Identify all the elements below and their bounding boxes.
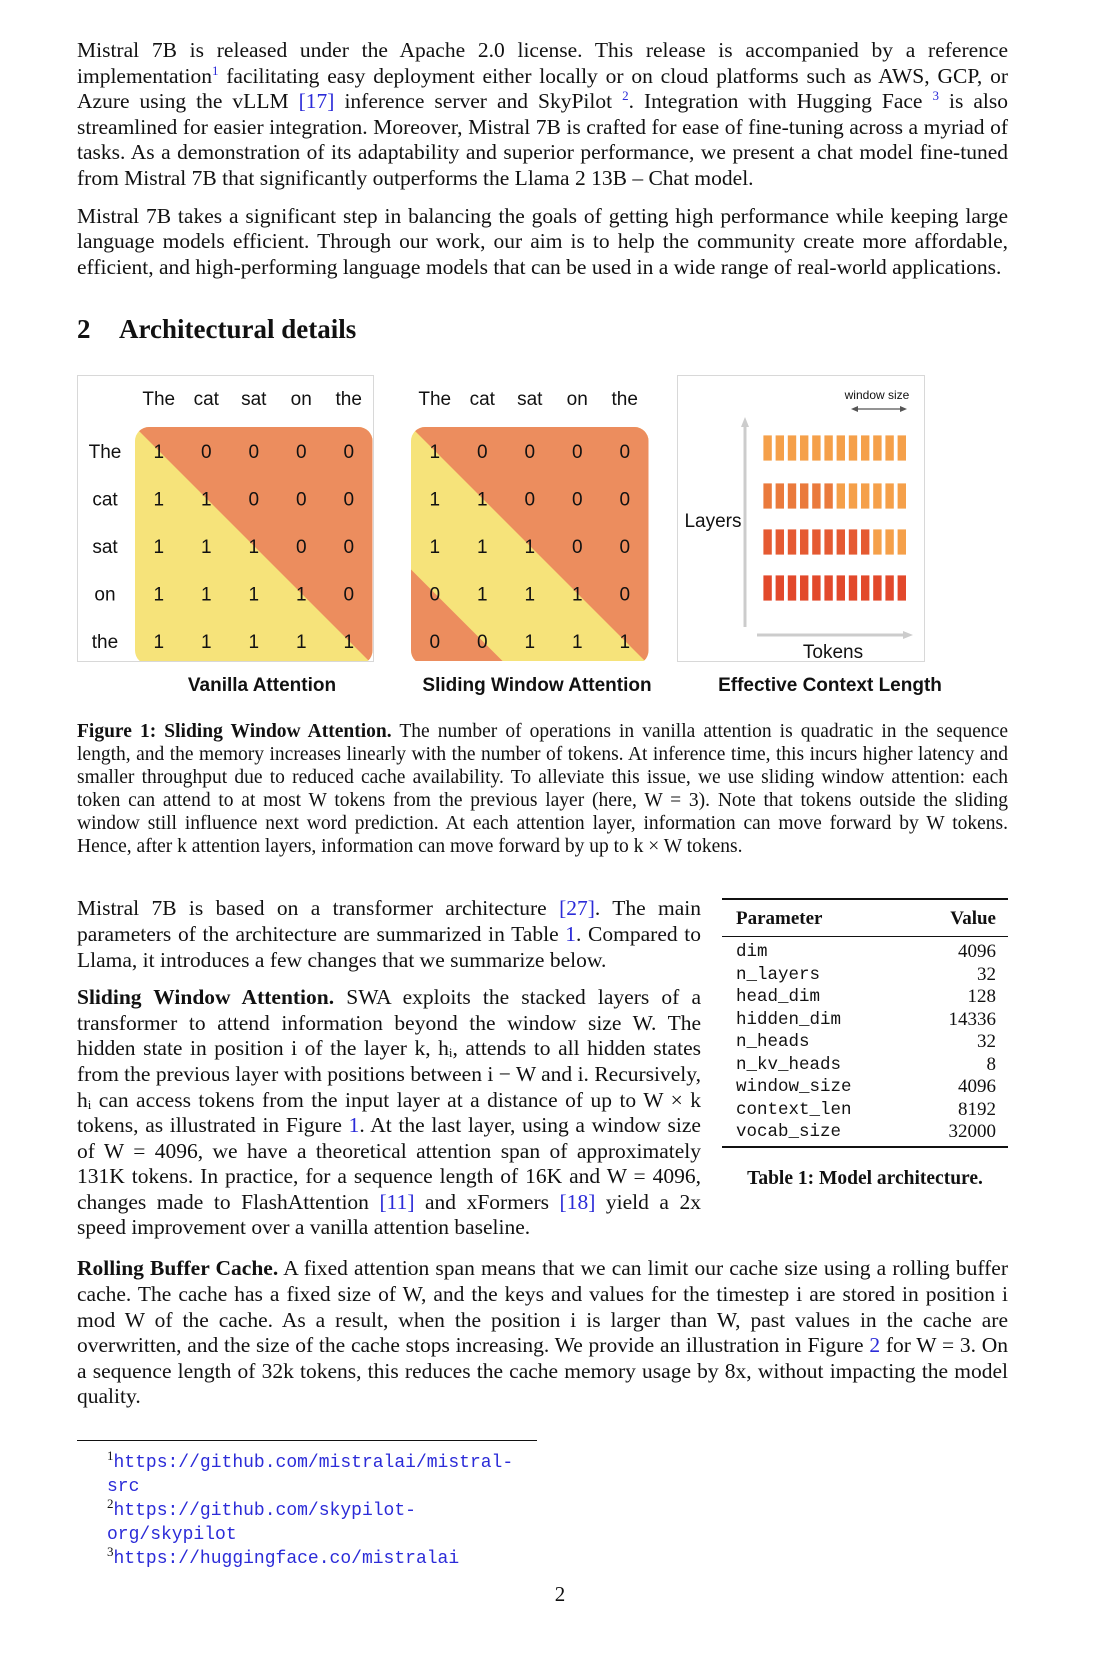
token-bar (836, 575, 845, 601)
param-value: 32 (977, 1031, 996, 1053)
left-column (77, 896, 701, 1241)
token-bar (824, 483, 833, 509)
footnote-ref-2[interactable]: 2 (622, 88, 629, 104)
column-header-the: the (611, 389, 638, 411)
token-bar (812, 529, 821, 555)
sliding-window-title: Sliding Window Attention (422, 675, 652, 697)
table-row (722, 1121, 1008, 1147)
window-arrow-right-head (900, 406, 907, 412)
token-bar (824, 435, 833, 461)
token-bar (861, 435, 870, 461)
column-header-on: on (566, 389, 588, 411)
param-value: 8192 (958, 1098, 996, 1120)
column-header-The: The (142, 389, 176, 411)
window-size-label: window size (844, 388, 910, 403)
token-bar (800, 435, 809, 461)
token-bar (824, 529, 833, 555)
matrix-cell: 0 (200, 442, 212, 464)
token-bar (775, 529, 784, 555)
column-header-sat: sat (241, 389, 267, 411)
footnote-2: $^2$https://github.com/skypilot-org/skypilot (107, 1496, 416, 1545)
matrix-cell: 1 (524, 537, 536, 559)
token-bar (873, 529, 882, 555)
token-bar (885, 529, 894, 555)
footnotes (77, 1440, 537, 1571)
token-bar (787, 483, 796, 509)
citation-11[interactable]: [11] (379, 1189, 415, 1214)
token-bar (763, 575, 772, 601)
matrix-cell: 1 (476, 537, 488, 559)
table-row (722, 986, 1008, 1009)
matrix-cell: 0 (571, 489, 583, 511)
token-bar (763, 483, 772, 509)
token-bar (775, 575, 784, 601)
token-bar (885, 435, 894, 461)
matrix-cell: 1 (200, 584, 212, 606)
matrix-cell: 1 (429, 489, 441, 511)
token-bar (848, 483, 857, 509)
matrix-cell: 0 (343, 442, 355, 464)
matrix-cell: 1 (571, 632, 583, 654)
matrix-cell: 1 (153, 489, 165, 511)
matrix-cell: 0 (429, 632, 441, 654)
section-title: Architectural details (119, 314, 357, 345)
matrix-cell: 1 (619, 632, 631, 654)
matrix-cell: 1 (429, 442, 441, 464)
footnote-ref-3[interactable]: 3 (932, 88, 939, 104)
token-bar (861, 529, 870, 555)
matrix-cell: 0 (295, 489, 307, 511)
table-row (722, 964, 1008, 987)
matrix-cell: 1 (476, 489, 488, 511)
table-row (722, 1009, 1008, 1032)
tokens-axis-head (903, 631, 913, 639)
column-header-cat: cat (469, 389, 495, 411)
sliding-matrix-graphic (397, 375, 657, 661)
matrix-cell: 1 (200, 632, 212, 654)
matrix-cell: 0 (476, 632, 488, 654)
token-bar (897, 483, 906, 509)
table-row (722, 1076, 1008, 1099)
token-bar (800, 483, 809, 509)
column-header-on: on (290, 389, 312, 411)
matrix-cell: 0 (248, 489, 260, 511)
token-bar (787, 575, 796, 601)
token-bar (775, 483, 784, 509)
column-header-The: The (418, 389, 452, 411)
table-body (722, 937, 1008, 1147)
token-bar (800, 529, 809, 555)
table-row (722, 1054, 1008, 1077)
figure-ref-1[interactable]: 1 (348, 1113, 360, 1138)
token-bar (775, 435, 784, 461)
citation-17[interactable]: [17] (298, 89, 335, 114)
intro-paragraph-2: Mistral 7B takes a significant step in balancing the goals of getting high performance while keeping large language models efficient. Through our work, our aim is to help the community create more affordable, efficient, and high-performing language models that can be used in a wide range of real-world applications. (77, 203, 1008, 279)
token-bar (787, 435, 796, 461)
param-value: 32 (977, 963, 996, 985)
token-bar (836, 483, 845, 509)
matrix-cell: 1 (429, 537, 441, 559)
layers-axis-head (741, 417, 749, 427)
row-label-on: on (94, 584, 116, 606)
citation-18[interactable]: [18] (559, 1189, 596, 1214)
param-value: 32000 (918, 1121, 1008, 1147)
matrix-cell: 0 (571, 442, 583, 464)
figure-caption-text: The number of operations in vanilla attention is quadratic in the sequence length, and the memory increases linearly with the number of tokens. At inference time, this incurs higher latency and smaller throughput due to reduced cache availability. To alleviate this issue, we use sliding window attention: each token can attend to at most W tokens from the previous layer (here, W = 3). Note that tokens outside the sliding window still influence next word prediction. At each attention layer, information can move forward by W tokens. Hence, after k attention layers, information can move forward by up to k × W tokens. (77, 721, 1008, 858)
token-bar (861, 483, 870, 509)
context-length-graphic (677, 375, 925, 661)
matrix-cell: 0 (343, 489, 355, 511)
matrix-cell: 0 (619, 584, 631, 606)
citation-27[interactable]: [27] (559, 896, 595, 921)
matrix-cell: 0 (343, 584, 355, 606)
table-1-caption: Table 1: Model architecture. (747, 1167, 983, 1189)
figure-ref-2[interactable]: 2 (869, 1333, 881, 1358)
token-bar (873, 575, 882, 601)
matrix-cell: 0 (619, 442, 631, 464)
swa-heading: Sliding Window Attention. (77, 985, 335, 1010)
token-bar (763, 529, 772, 555)
table-ref-1[interactable]: 1 (565, 921, 577, 946)
vanilla-matrix-graphic (77, 375, 373, 661)
column-header-the: the (335, 389, 362, 411)
matrix-cell: 1 (524, 632, 536, 654)
matrix-cell: 1 (248, 584, 260, 606)
token-bar (873, 483, 882, 509)
token-bar (824, 575, 833, 601)
token-bar (897, 529, 906, 555)
param-name: head_dim (736, 987, 821, 1008)
figure-1-caption (77, 720, 1008, 858)
footnote-2-link[interactable]: https://github.com/skypilot-org/skypilot (107, 1501, 416, 1545)
param-value: 8 (986, 1053, 996, 1075)
table-header-parameter: Parameter (722, 899, 918, 937)
figure-caption-label: Figure 1: Sliding Window Attention. (77, 721, 392, 743)
param-name: n_kv_heads (736, 1054, 842, 1075)
table-header-value: Value (918, 899, 1008, 937)
table-column (722, 898, 1008, 1190)
token-bar (873, 435, 882, 461)
matrix-cell: 1 (153, 632, 165, 654)
matrix-cell: 0 (476, 442, 488, 464)
token-bar (836, 435, 845, 461)
row-label-cat: cat (92, 489, 118, 511)
param-name: n_layers (736, 964, 821, 985)
token-bar (848, 529, 857, 555)
intro-paragraph-1: Mistral 7B is released under the Apache 2.0 license. This release is accompanied by a reference implementation$^1$ facilitating easy deployment either locally or on cloud platforms such as AWS, GCP, or Azure using the vLLM [17] inference server and SkyPilot $^2$. Integration with Hugging Face $^3$ is also streamlined for easier integration. Moreover, Mistral 7B is crafted for ease of fine-tuning across a myriad of tasks. As a demonstration of its adaptability and superior performance, we present a chat model fine-tuned from Mistral 7B that significantly outperforms the Llama 2 13B – Chat model. (77, 38, 1008, 190)
token-bar (812, 483, 821, 509)
table-header-row (722, 899, 1008, 937)
column-header-cat: cat (193, 389, 219, 411)
matrix-cell: 0 (343, 537, 355, 559)
param-value: 14336 (948, 1008, 996, 1030)
param-name: hidden_dim (736, 1009, 842, 1030)
matrix-cell: 1 (295, 584, 307, 606)
row-label-the: the (91, 632, 119, 654)
section-number: 2 (77, 314, 91, 345)
param-name: n_heads (736, 1032, 810, 1053)
matrix-cell: 1 (295, 632, 307, 654)
token-bar (848, 575, 857, 601)
rbc-heading: Rolling Buffer Cache. (77, 1256, 279, 1281)
token-bar (836, 529, 845, 555)
param-name: context_len (736, 1099, 852, 1120)
matrix-cell: 1 (200, 489, 212, 511)
architecture-paragraph: Mistral 7B is based on a transformer architecture [27]. The main parameters of the architecture are summarized in Table 1. Compared to Llama, it introduces a few changes that we summarize below. (77, 896, 701, 972)
matrix-cell: 0 (571, 537, 583, 559)
matrix-cell: 1 (343, 632, 355, 654)
matrix-cell: 1 (153, 442, 165, 464)
text-table-block (77, 896, 1008, 1248)
footnote-3-link[interactable]: https://huggingface.co/mistralai (113, 1549, 460, 1569)
token-bar (897, 575, 906, 601)
footnote-1: $^1$https://github.com/mistralai/mistral-src (107, 1448, 514, 1497)
row-label-The: The (88, 442, 122, 464)
effective-context-panel (677, 375, 925, 665)
matrix-cell: 0 (524, 442, 536, 464)
footnote-rule (77, 1440, 537, 1441)
sliding-window-panel (397, 375, 657, 665)
matrix-cell: 1 (476, 584, 488, 606)
token-bar (812, 575, 821, 601)
matrix-cell: 0 (248, 442, 260, 464)
matrix-cell: 0 (295, 442, 307, 464)
window-arrow-left-head (851, 406, 858, 412)
token-bar (885, 483, 894, 509)
vanilla-attention-title: Vanilla Attention (187, 675, 337, 697)
layers-label: Layers (684, 511, 742, 533)
token-bar (800, 575, 809, 601)
matrix-cell: 1 (248, 632, 260, 654)
token-bar (812, 435, 821, 461)
matrix-cell: 0 (295, 537, 307, 559)
matrix-cell: 1 (153, 584, 165, 606)
effective-context-title: Effective Context Length (718, 675, 942, 697)
column-header-sat: sat (517, 389, 543, 411)
page-content (77, 38, 1008, 1422)
token-bar (763, 435, 772, 461)
vanilla-attention-panel (77, 375, 377, 665)
param-name: window_size (736, 1077, 852, 1098)
swa-paragraph: Sliding Window Attention. SWA exploits the stacked layers of a transformer to attend information beyond the window size W. The hidden state in position i of the layer k, hᵢ, attends to all hidden states from the previous layer with positions between i − W and i. Recursively, hᵢ can access tokens from the input layer at a distance of up to W × k tokens, as illustrated in Figure 1. At the last layer, using a window size of W = 4096, we have a theoretical attention span of approximately 131K tokens. In practice, for a sequence length of 16K and W = 4096, changes made to FlashAttention [11] and xFormers [18] yield a 2x speed improvement over a vanilla attention baseline. (77, 985, 702, 1240)
matrix-cell: 1 (524, 584, 536, 606)
matrix-cell: 1 (200, 537, 212, 559)
param-name: dim (736, 942, 768, 963)
rbc-paragraph: Rolling Buffer Cache. A fixed attention span means that we can limit our cache size using a rolling buffer cache. The cache has a fixed size of W, and the keys and values for the timestep i are stored in position i mod W of the cache. As a result, when the position i is larger than W, past values in the cache are overwritten, and the size of the cache stops increasing. We provide an illustration in Figure 2 for W = 3. On a sequence length of 32k tokens, this reduces the cache memory usage by 8x, without impacting the model quality. (77, 1256, 1008, 1409)
figure-1 (77, 375, 1008, 720)
footnote-3: $^3$https://huggingface.co/mistralai (107, 1544, 460, 1569)
token-bar (861, 575, 870, 601)
footnote-1-link[interactable]: https://github.com/mistralai/mistral-src (107, 1453, 514, 1497)
table-row (722, 937, 1008, 964)
param-value: 128 (967, 986, 996, 1008)
table-row (722, 1099, 1008, 1122)
matrix-cell: 1 (571, 584, 583, 606)
matrix-cell: 0 (429, 584, 441, 606)
section-heading (77, 314, 1008, 345)
matrix-cell: 1 (248, 537, 260, 559)
matrix-cell: 0 (524, 489, 536, 511)
matrix-cell: 0 (619, 489, 631, 511)
param-value: 4096 (958, 1076, 996, 1098)
matrix-cell: 1 (153, 537, 165, 559)
token-bar (787, 529, 796, 555)
table-row (722, 1031, 1008, 1054)
matrix-cell: 0 (619, 537, 631, 559)
row-label-sat: sat (92, 537, 118, 559)
token-bar (848, 435, 857, 461)
page-number: 2 (554, 1582, 566, 1606)
token-bar (897, 435, 906, 461)
token-bar (885, 575, 894, 601)
model-architecture-table (722, 898, 1008, 1148)
tokens-label: Tokens (802, 642, 864, 662)
footnote-ref-1[interactable]: 1 (211, 62, 219, 78)
param-name: vocab_size (722, 1121, 918, 1147)
param-value: 4096 (958, 941, 996, 963)
